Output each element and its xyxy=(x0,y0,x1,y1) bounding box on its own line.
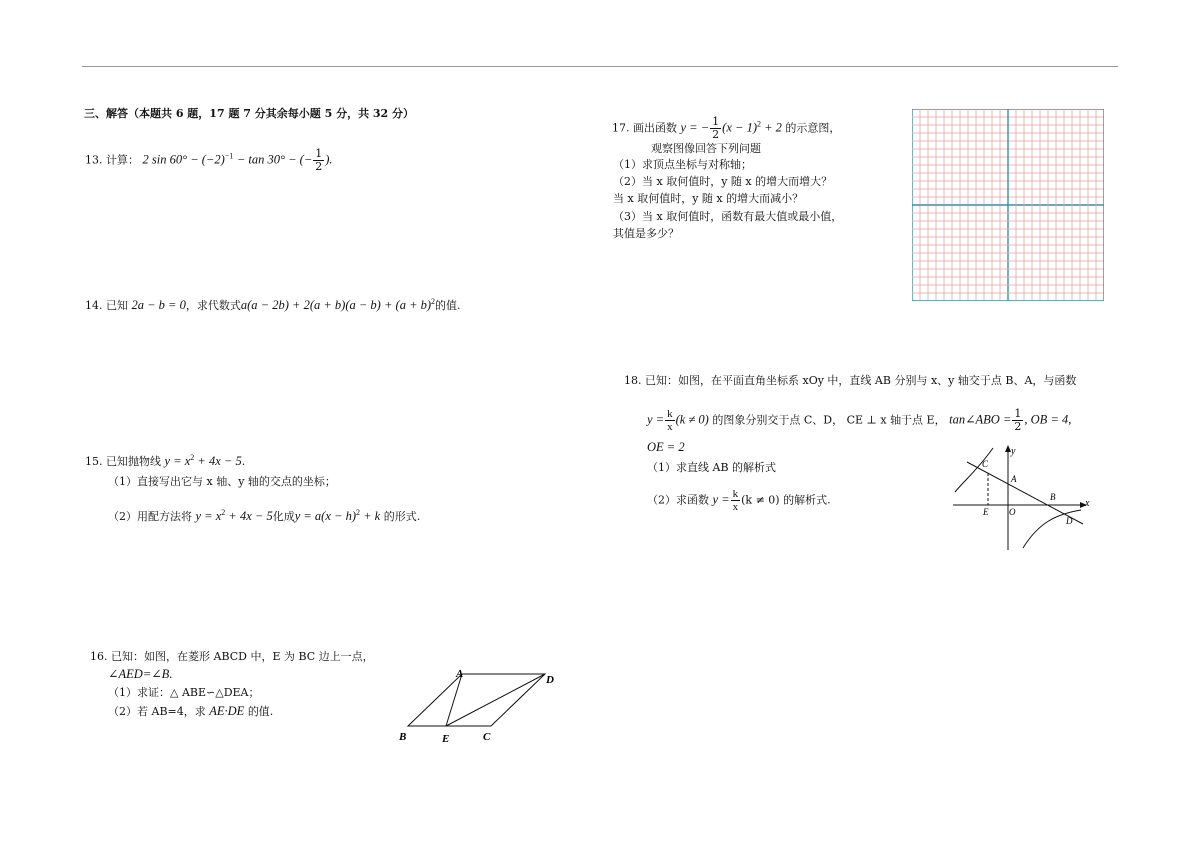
q17-part-2b: 当 x 取何值时，y 随 x 的增大而减小？ xyxy=(613,192,804,205)
q13-lead: 计算： xyxy=(106,153,139,167)
q14-number: 14. xyxy=(85,299,103,312)
q17-part-3b: 其值是多少？ xyxy=(613,227,679,240)
label-a: A xyxy=(456,668,464,680)
q15-expr: y = x xyxy=(164,454,191,468)
q13-exponent: −1 xyxy=(224,151,234,161)
q15-part-2: （2）用配方法将 $y = x^2 + 4x - 5$化成$y = a(x - h)^2 + k$ 的形式. xyxy=(108,508,421,523)
q16-number: 16. xyxy=(90,650,108,663)
label-c: C xyxy=(483,731,491,743)
q16-part-1: （1）求证：△ ABE∽△DEA； xyxy=(108,686,260,699)
q13-expr-a: 2 sin 60° − (−2) xyxy=(142,152,225,167)
q14-lead: 已知 xyxy=(106,299,128,312)
question-15: 15. 已知抛物线 $y = x^2 + 4x - 5$. xyxy=(85,453,246,468)
q16-text: 已知：如图，在菱形 ABCD 中，E 为 BC 边上一点， xyxy=(111,650,374,663)
label-a: A xyxy=(1011,474,1017,484)
q14-tail: 的值. xyxy=(435,299,461,312)
q18-function-line: y = $\frac{k}{x}$ (k ≠ 0) 的图象分别交于点 C、D， CE ⊥ x 轴于点 E， tan∠ABO = $\frac{1}{2}$ , OB = 4, xyxy=(647,407,1072,433)
q14-condition: 2a − b = 0 xyxy=(131,298,186,312)
q18-part-2: （2）求函数 y = $\frac{k}{x}$ (k ≠ 0) 的解析式. xyxy=(647,488,831,513)
label-c: C xyxy=(982,459,989,469)
q16-part-2: （2）若 AB=4，求 AE·DE 的值. xyxy=(108,704,274,718)
question-18 xyxy=(624,373,1076,389)
label-d: D xyxy=(1066,516,1073,526)
label-o: O xyxy=(1009,507,1016,517)
label-d: D xyxy=(546,674,554,686)
q18-oe: OE = 2 xyxy=(647,440,685,454)
q13-fraction: $\frac{1}{2}$ xyxy=(315,147,323,173)
q16-condition: ∠AED=∠B. xyxy=(108,667,173,681)
q17-part-3: （3）当 x 取何值时，函数有最大值或最小值， xyxy=(613,210,843,223)
label-e: E xyxy=(983,507,989,517)
q13-expr-b: − tan 30° − (− xyxy=(236,152,313,167)
question-16 xyxy=(90,649,374,665)
label-e: E xyxy=(442,733,450,745)
q15-number: 15. xyxy=(85,455,103,468)
label-b: B xyxy=(399,731,407,743)
q18-text: 已知：如图，在平面直角坐标系 xOy 中，直线 AB 分别与 x、y 轴交于点 B、A，与函数 xyxy=(645,374,1077,387)
section-title: 三、解答（本题共 6 题，17 题 7 分其余每小题 5 分，共 32 分） xyxy=(84,107,415,120)
q14-mid: ，求代数式 xyxy=(185,299,241,312)
q14-exponent: 2 xyxy=(431,297,436,306)
graph-paper-grid xyxy=(912,109,1104,301)
label-b: B xyxy=(1050,492,1056,502)
q18-number: 18. xyxy=(624,374,642,387)
hyperbola-branch-left xyxy=(955,448,993,492)
rhombus-abcd xyxy=(408,674,545,726)
q13-tail: ). xyxy=(325,152,333,167)
label-y: y xyxy=(1011,446,1016,457)
q18-fraction-half: $\frac{1}{2}$ xyxy=(1014,407,1022,433)
question-14 xyxy=(85,294,461,314)
q18-fraction-k-x: $\frac{k}{x}$ xyxy=(667,408,673,433)
q15-lead: 已知抛物线 xyxy=(106,455,161,468)
label-x: x xyxy=(1085,498,1090,509)
q17-fraction: $\frac{1}{2}$ xyxy=(712,115,720,141)
q14-expression: a(a − 2b) + 2(a + b)(a − b) + (a + b) xyxy=(240,298,432,312)
top-rule xyxy=(82,66,1118,67)
segment-de xyxy=(446,674,545,726)
q17-part-2: （2）当 x 取何值时，y 随 x 的增大而增大？ xyxy=(613,175,833,188)
q13-number: 13. xyxy=(85,153,103,167)
q18-part-1: （1）求直线 AB 的解析式 xyxy=(647,461,777,474)
question-17: 17. 画出函数 y = − $\frac{1}{2}$ $(x - 1)^2 + 2$ 的示意图， xyxy=(612,115,841,141)
q17-part-1: （1）求顶点坐标与对称轴； xyxy=(613,158,752,171)
coordinate-figure xyxy=(945,440,1095,555)
q17-number: 17. xyxy=(612,121,630,135)
q17-observe: 观察图像回答下列问题 xyxy=(651,142,761,155)
q15-part-1: （1）直接写出它与 x 轴、y 轴的交点的坐标； xyxy=(108,475,336,488)
rhombus-figure xyxy=(395,668,565,746)
question-13 xyxy=(85,148,333,173)
q17-lead: 画出函数 xyxy=(633,121,677,135)
